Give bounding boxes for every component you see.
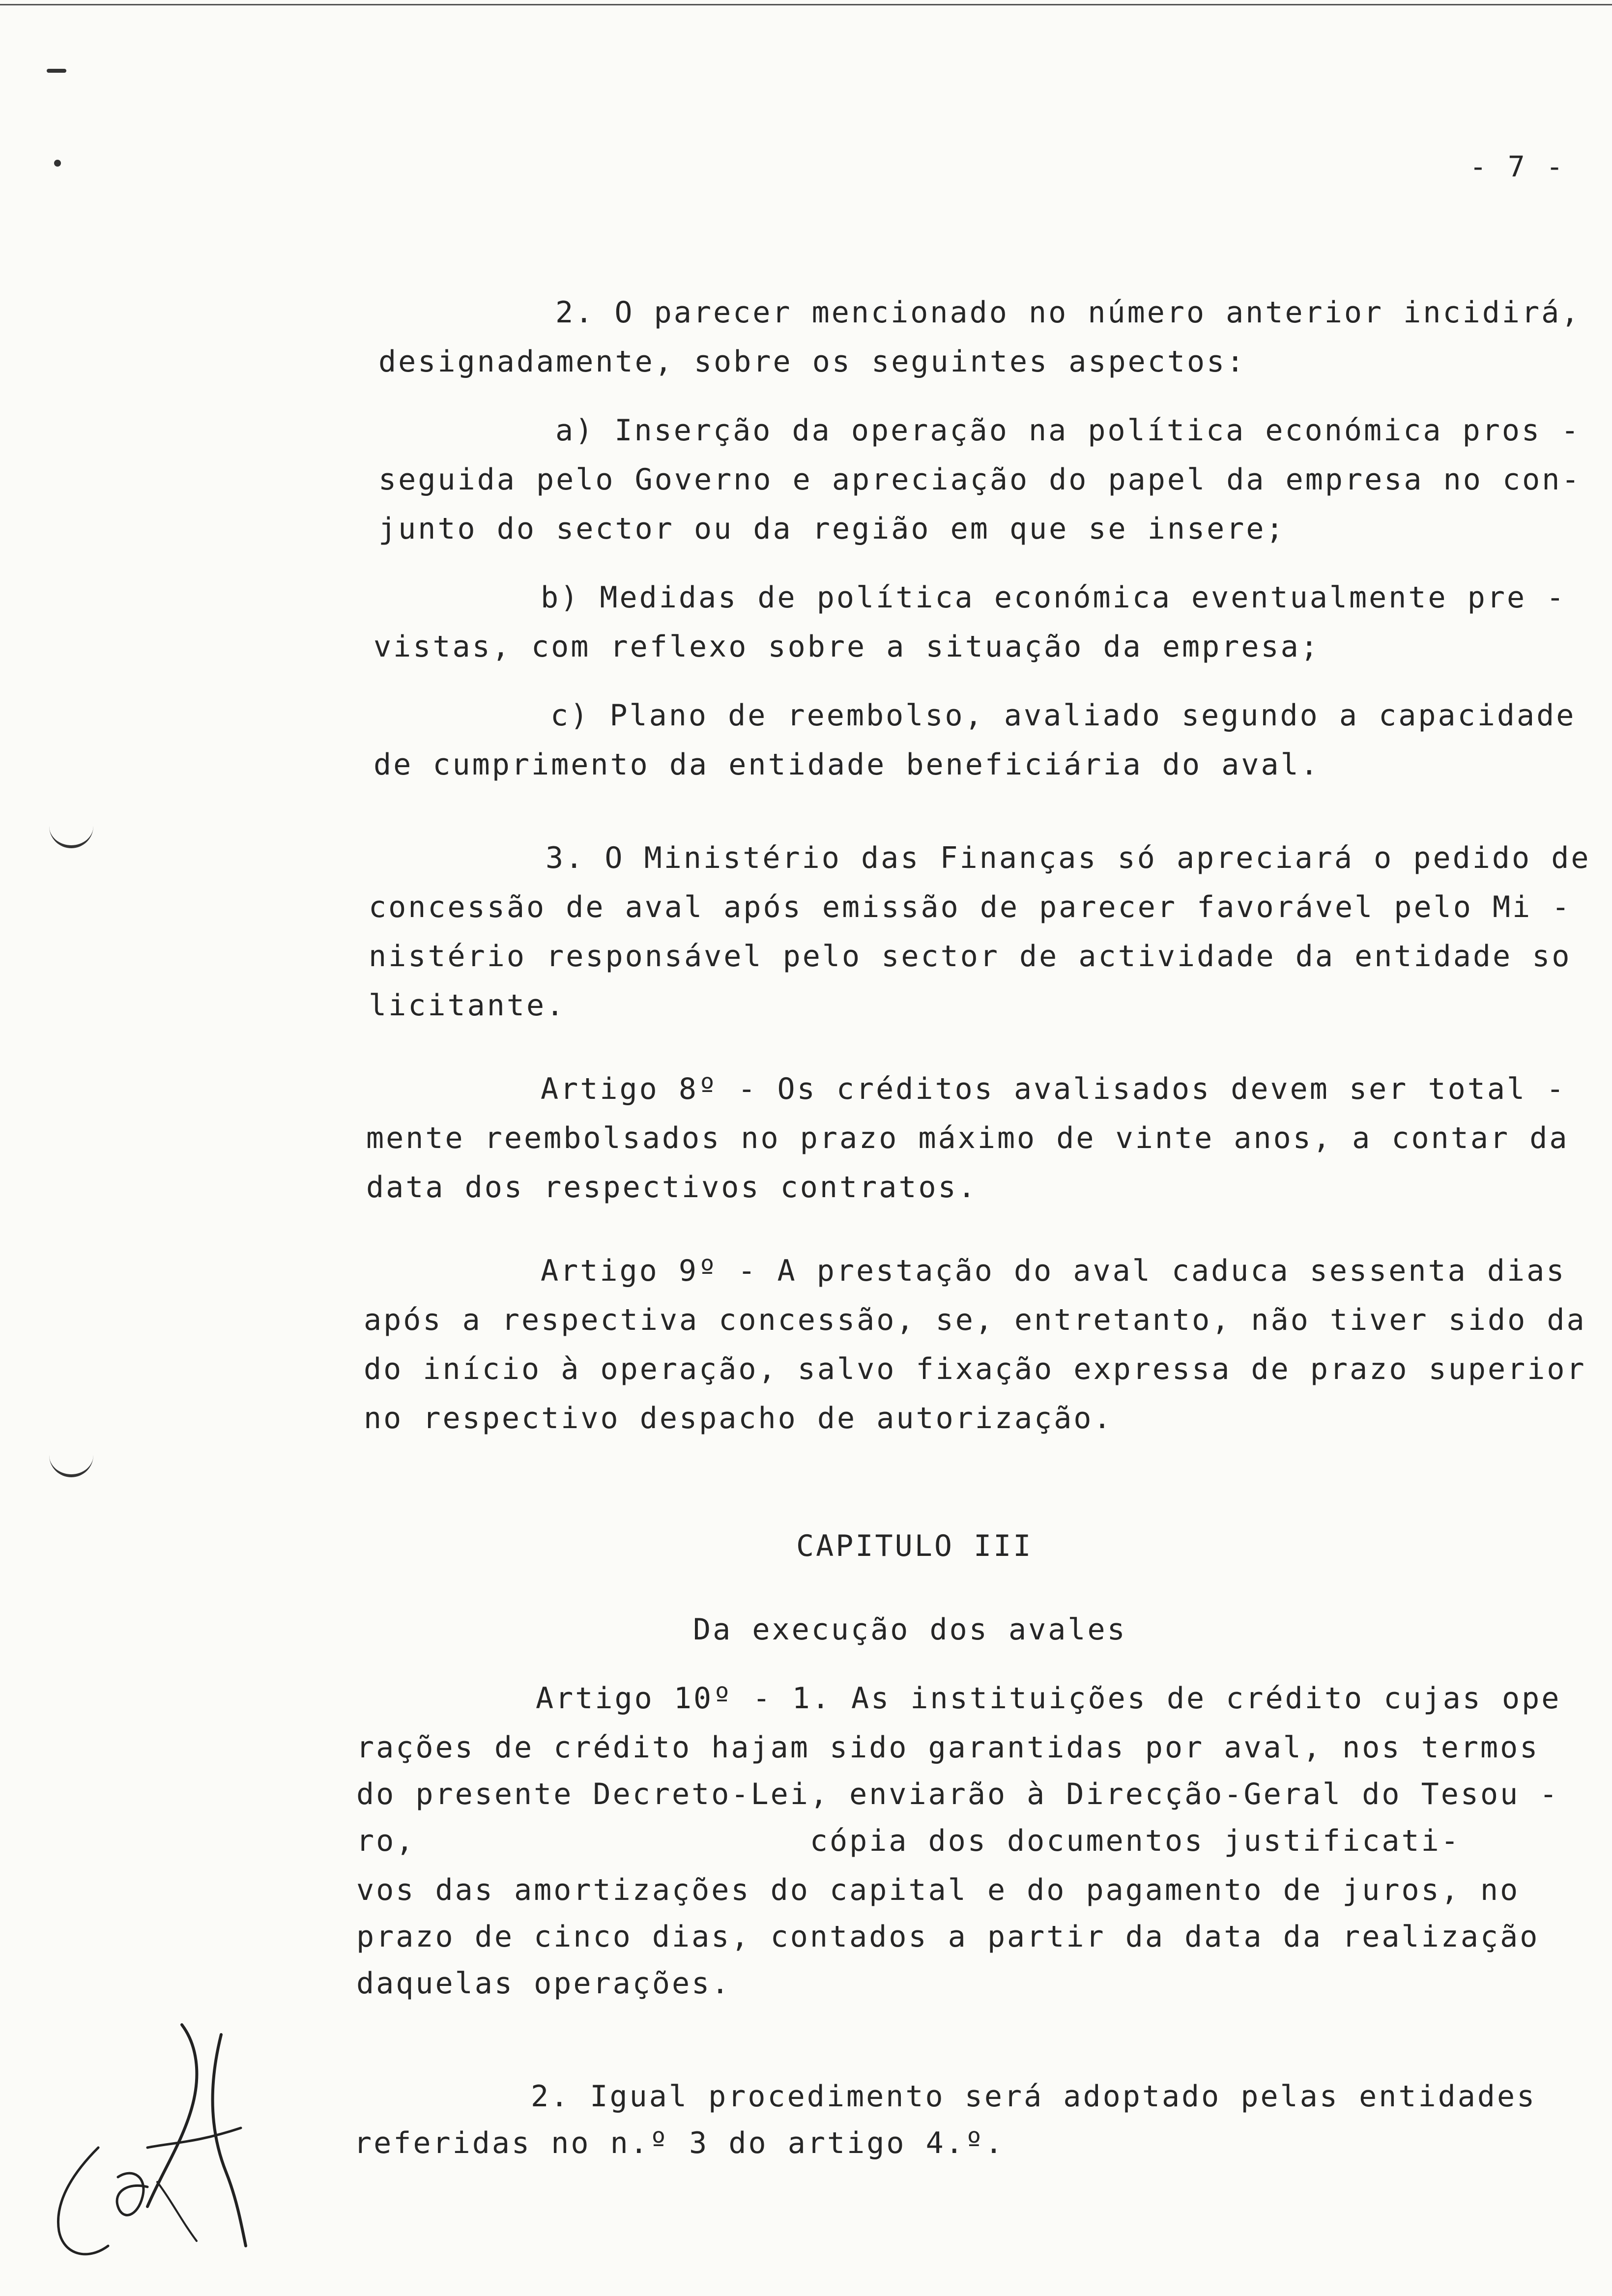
text-line: vistas, com reflexo sobre a situação da empresa; <box>374 630 1320 664</box>
text-line: vos das amortizações do capital e do pagamento de juros, no <box>356 1873 1520 1907</box>
chapter-subtitle: Da execução dos avales <box>693 1612 1127 1647</box>
text-line: concessão de aval após emissão de parecer favorável pelo Mi - <box>369 890 1572 924</box>
text-line: designadamente, sobre os seguintes aspectos: <box>378 344 1246 379</box>
text-line: 2. Igual procedimento será adoptado pelas entidades <box>531 2079 1537 2114</box>
chapter-title: CAPITULO III <box>796 1529 1033 1563</box>
handwritten-signature <box>34 2015 260 2270</box>
text-line: após a respectiva concessão, se, entretanto, não tiver sido da <box>364 1303 1586 1337</box>
text-line: referidas no n.º 3 do artigo 4.º. <box>354 2126 1005 2160</box>
text-line: licitante. <box>369 988 566 1023</box>
binding-hole-mark <box>49 826 93 848</box>
text-line: data dos respectivos contratos. <box>366 1170 978 1205</box>
text-line: 3. O Ministério das Finanças só apreciará o pedido de <box>546 841 1591 875</box>
text-line: daquelas operações. <box>356 1966 731 2001</box>
text-line: Artigo 10º - 1. As instituições de crédito cujas ope <box>536 1681 1561 1716</box>
text-line: nistério responsável pelo sector de actividade da entidade so <box>369 939 1572 974</box>
text-line: a) Inserção da operação na política económica pros - <box>555 413 1581 448</box>
text-line: c) Plano de reembolso, avaliado segundo a capacidade <box>550 698 1576 733</box>
text-line: no respectivo despacho de autorização. <box>364 1401 1113 1435</box>
text-line: do presente Decreto-Lei, enviarão à Direcção-Geral do Tesou - <box>356 1777 1559 1811</box>
text-line: rações de crédito hajam sido garantidas por aval, nos termos <box>356 1730 1540 1765</box>
text-line: junto do sector ou da região em que se insere; <box>378 512 1286 546</box>
text-line: do início à operação, salvo fixação expressa de prazo superior <box>364 1352 1586 1386</box>
text-line: 2. O parecer mencionado no número anterior incidirá, <box>555 295 1581 330</box>
text-line: ro, cópia dos documentos justificati- <box>356 1824 1461 1858</box>
text-line: prazo de cinco dias, contados a partir da data da realização <box>356 1920 1540 1954</box>
text-line: mente reembolsados no prazo máximo de vinte anos, a contar da <box>366 1121 1569 1155</box>
text-line: b) Medidas de política económica eventualmente pre - <box>541 580 1566 615</box>
scan-mark <box>47 69 66 73</box>
page-number: - 7 - <box>1469 150 1565 183</box>
text-line: Artigo 9º - A prestação do aval caduca sessenta dias <box>541 1254 1566 1288</box>
binding-hole-mark <box>49 1455 93 1477</box>
scan-mark <box>54 160 61 167</box>
text-line: de cumprimento da entidade beneficiária do aval. <box>374 747 1320 782</box>
text-line: seguida pelo Governo e apreciação do papel da empresa no con- <box>378 462 1582 497</box>
top-rule <box>0 4 1612 5</box>
text-line: Artigo 8º - Os créditos avalisados devem ser total - <box>541 1072 1566 1106</box>
